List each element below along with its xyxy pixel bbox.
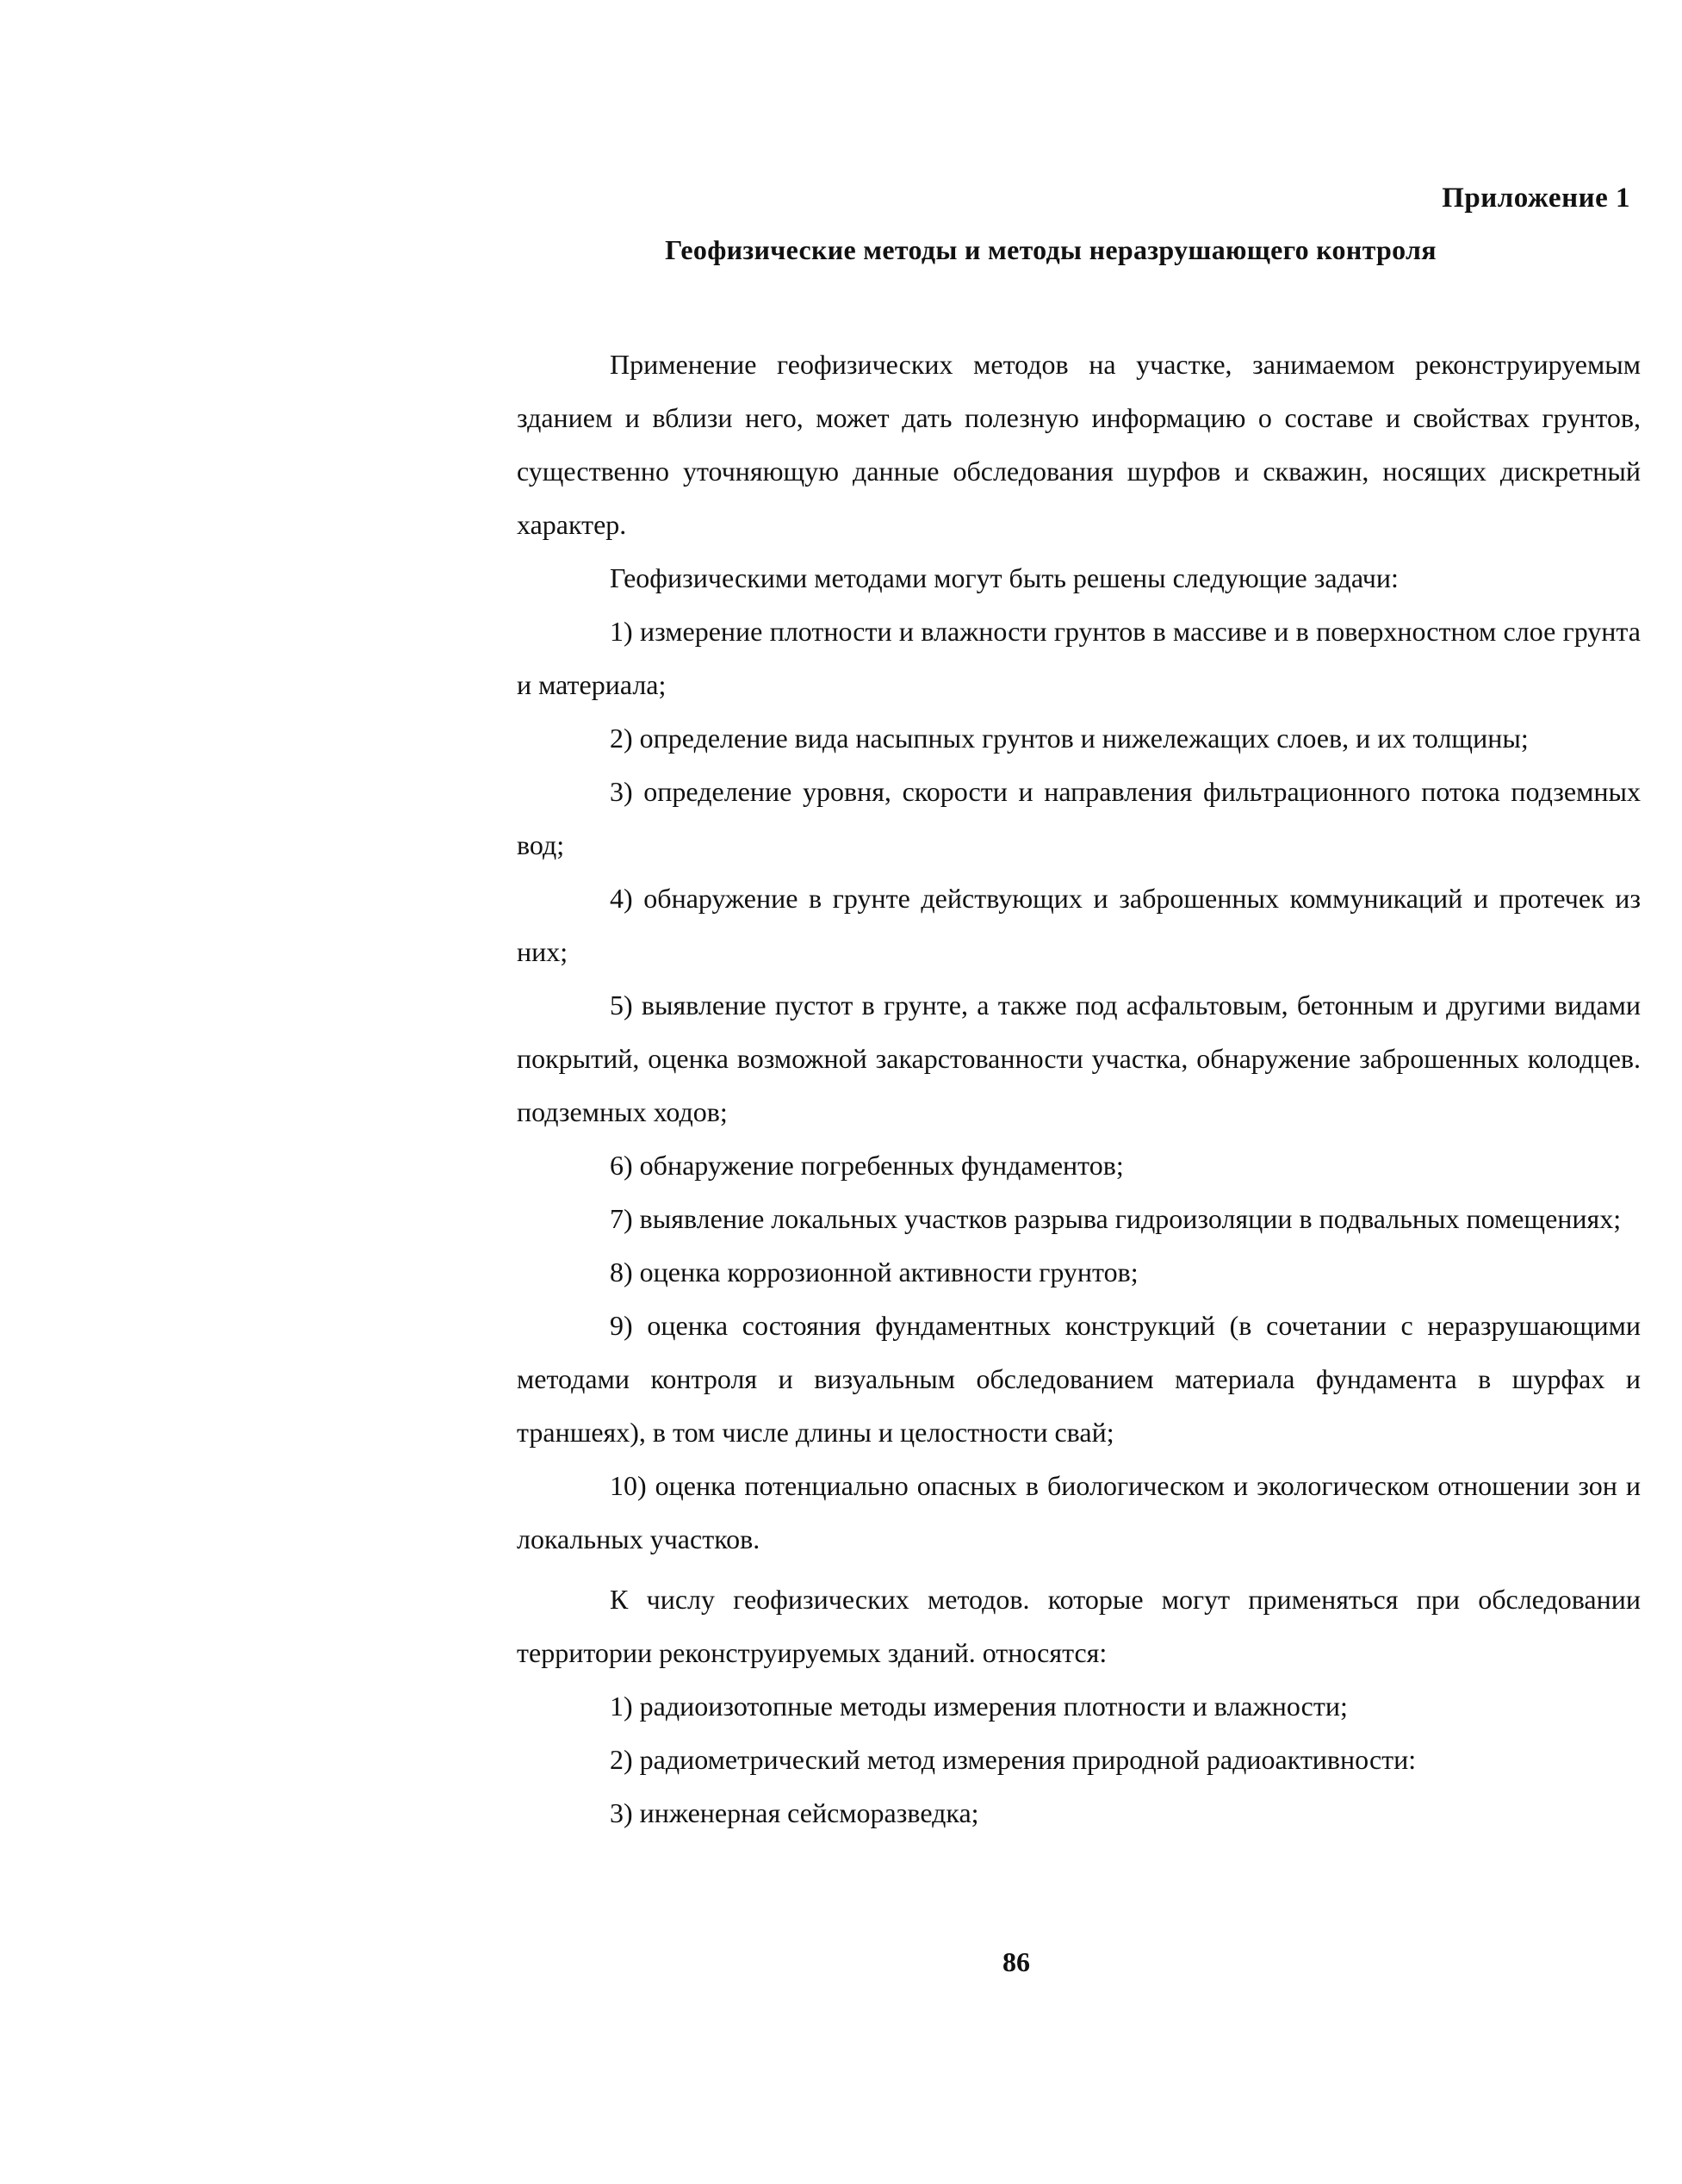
list-item-task-6: 6) обнаружение погребенных фундаментов; — [610, 1150, 1124, 1181]
list-item-task-1: 1) измерение плотности и влажности грунтов в массиве и в поверхностном слое грунта и материала; — [517, 616, 1641, 700]
list-item-task-7: 7) выявление локальных участков разрыва гидроизоляции в подвальных помещениях; — [610, 1203, 1622, 1234]
appendix-label: Приложение 1 — [1442, 183, 1630, 214]
list-item-task-8: 8) оценка коррозионной активности грунтов; — [610, 1256, 1139, 1287]
list-item-task-9: 9) оценка состояния фундаментных конструкций (в сочетании с неразрушающими методами контроля и визуальным обследованием материала фундамента в шурфах и траншеях), в том числе длины и целостности свай; — [517, 1310, 1641, 1448]
list-item-task-2: 2) определение вида насыпных грунтов и нижележащих слоев, и их толщины; — [610, 723, 1529, 754]
list-item-method-1: 1) радиоизотопные методы измерения плотности и влажности; — [610, 1691, 1348, 1722]
list-item-task-10: 10) оценка потенциально опасных в биологическом и экологическом отношении зон и локальных участков. — [517, 1470, 1641, 1554]
list-item-method-3: 3) инженерная сейсморазведка; — [610, 1797, 979, 1828]
page-title: Геофизические методы и методы неразрушающего контроля — [665, 234, 1437, 265]
list-item-task-4: 4) обнаружение в грунте действующих и заброшенных коммуникаций и протечек из них; — [517, 883, 1641, 967]
list-item-method-2: 2) радиометрический метод измерения природной радиоактивности: — [610, 1744, 1417, 1775]
paragraph-methods-lead: К числу геофизических методов. которые могут применяться при обследовании территории реконструируемых зданий. относятся: — [517, 1584, 1641, 1668]
paragraph-tasks-lead: Геофизическими методами могут быть решены следующие задачи: — [610, 562, 1399, 593]
body-text — [517, 338, 1641, 1840]
page-number: 86 — [1002, 1946, 1030, 1977]
list-item-task-5: 5) выявление пустот в грунте, а также под асфальтовым, бетонным и другими видами покрытий, оценка возможной закарстованности участка, обнаружение заброшенных колодцев. подземных ходов; — [517, 990, 1641, 1127]
paragraph-intro: Применение геофизических методов на участке, занимаемом реконструируемым зданием и вблизи него, может дать полезную информацию о составе и свойствах грунтов, существенно уточняющую данные обследования шурфов и скважин, носящих дискретный характер. — [517, 349, 1641, 540]
list-item-task-3: 3) определение уровня, скорости и направления фильтрационного потока подземных вод; — [517, 776, 1641, 860]
